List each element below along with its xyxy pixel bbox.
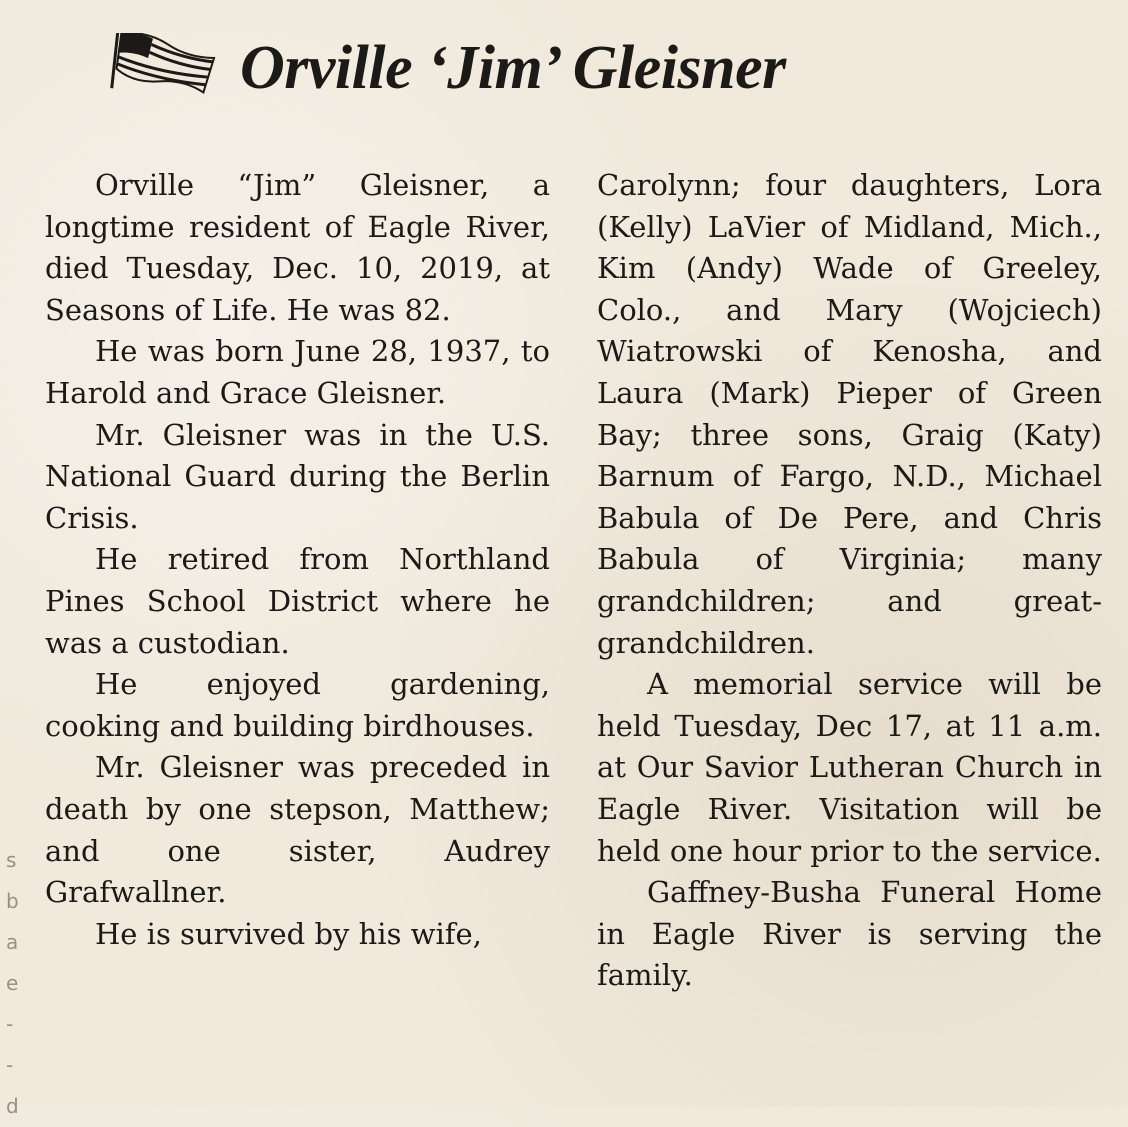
paragraph: He is survived by his wife, xyxy=(95,916,482,951)
margin-mark: - xyxy=(6,1012,14,1036)
paragraph: He was born June 28, 1937, to Harold and Grace Gleisner. xyxy=(45,334,550,410)
margin-mark: - xyxy=(6,1053,14,1077)
paragraph: He enjoyed gardening, cooking and building birdhouses. xyxy=(45,667,550,743)
left-column xyxy=(45,165,550,955)
american-flag-icon xyxy=(100,33,218,103)
margin-mark: a xyxy=(6,930,19,954)
obituary-headline xyxy=(100,28,1000,108)
paragraph: He retired from Northland Pines School District where he was a custodian. xyxy=(45,542,550,660)
margin-mark: s xyxy=(6,848,17,872)
obituary-title: Orville ‘Jim’ Gleisner xyxy=(240,33,786,102)
margin-marks xyxy=(6,840,28,1127)
paragraph: Orville “Jim” Gleisner, a longtime resident of Eagle River, died Tuesday, Dec. 10, 2019, at Seasons of Life. He was 82. xyxy=(45,168,550,327)
paragraph: Carolynn; four daughters, Lora (Kelly) LaVier of Midland, Mich., Kim (Andy) Wade of Greeley, Colo., and Mary (Wojciech) Wiatrowski of Kenosha, and Laura (Mark) Pieper of Green Bay; three sons, Graig (Katy) Barnum of Fargo, N.D., Michael Babula of De Pere, and Chris Babula of Virginia; many grandchildren; and great-grandchildren. xyxy=(597,168,1102,660)
right-column xyxy=(597,165,1102,997)
paragraph: Mr. Gleisner was in the U.S. National Guard during the Berlin Crisis. xyxy=(45,417,550,535)
paragraph: A memorial service will be held Tuesday, Dec 17, at 11 a.m. at Our Savior Lutheran Church in Eagle River. Visitation will be held one hour prior to the service. xyxy=(597,667,1102,868)
margin-mark: b xyxy=(6,889,19,913)
paragraph: Gaffney-Busha Funeral Home in Eagle River is serving the family. xyxy=(597,875,1102,993)
margin-mark: d xyxy=(6,1094,19,1118)
margin-mark: e xyxy=(6,971,19,995)
paragraph: Mr. Gleisner was preceded in death by one stepson, Matthew; and one sister, Audrey Grafwallner. xyxy=(45,750,550,910)
